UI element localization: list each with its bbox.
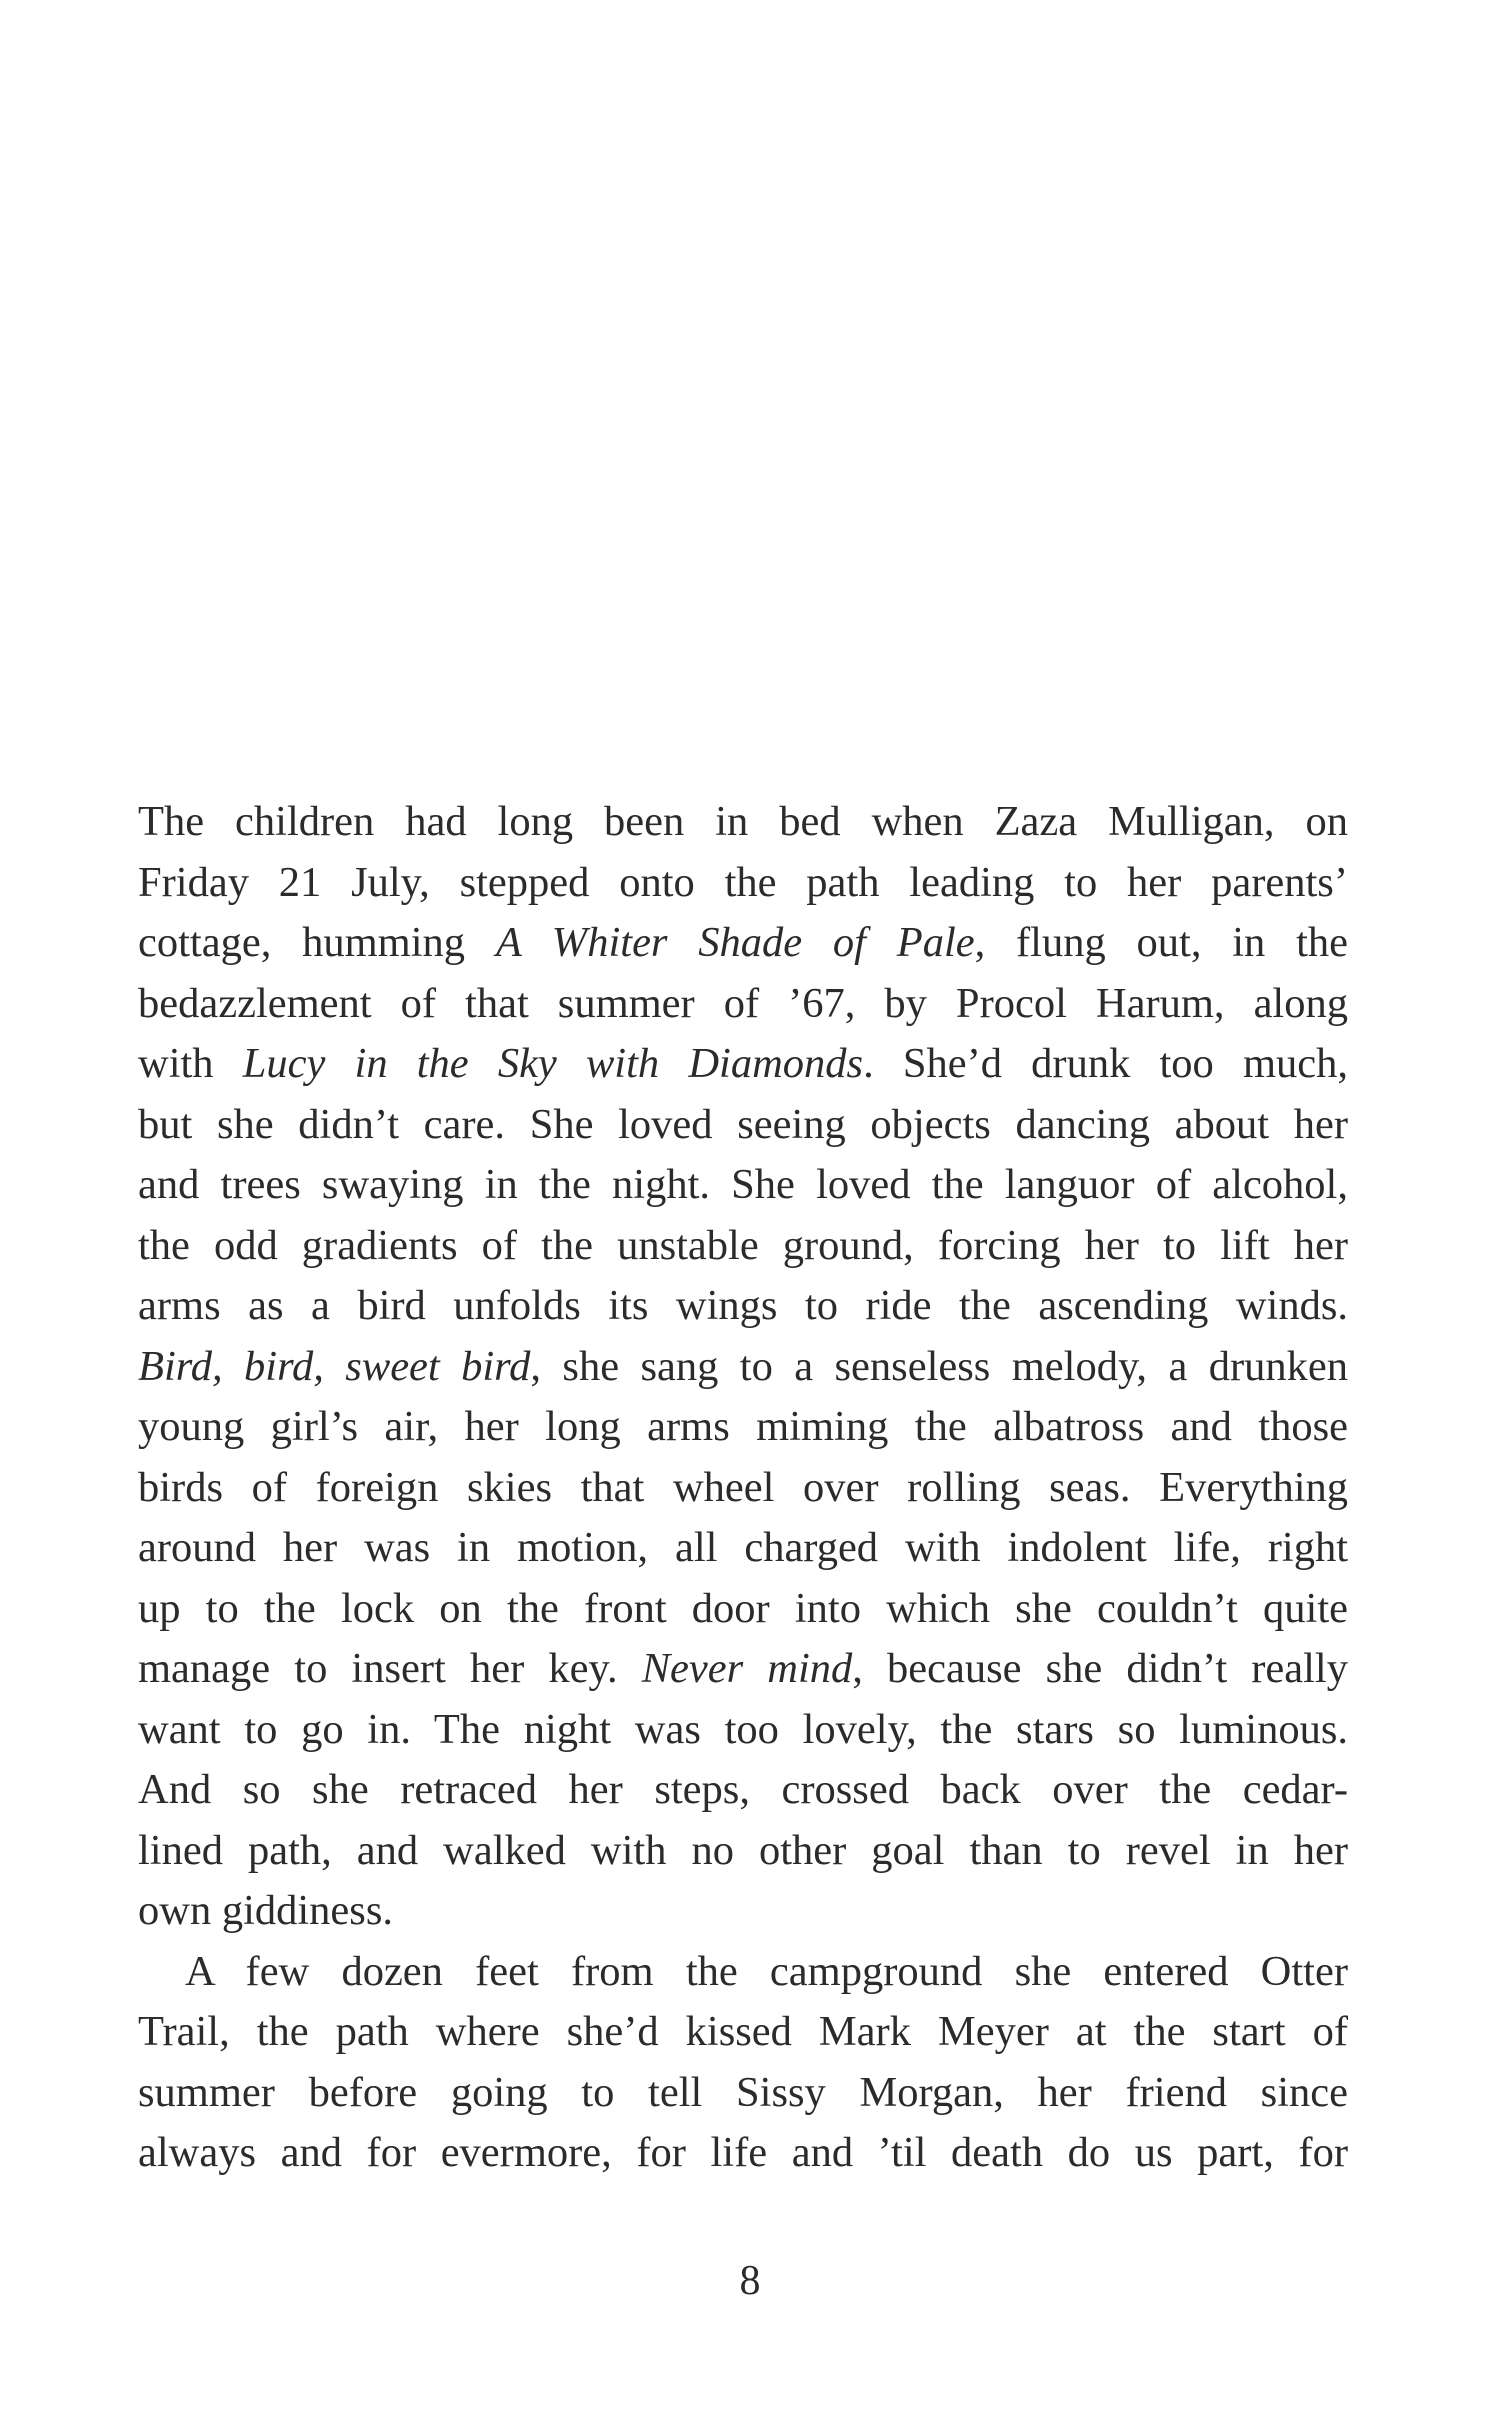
text-run: cottage, humming [138,919,496,966]
text-line [138,1095,1348,1156]
text-line [138,1518,1348,1579]
text-line [138,1337,1348,1398]
text-line [138,1760,1348,1821]
page-number: 8 [739,2258,761,2304]
text-run: summer before going to tell Sissy Morgan, her friend since [138,2068,1348,2116]
text-run: up to the lock on the front door into which she couldn’t quite [138,1584,1348,1632]
text-line [138,1639,1348,1700]
text-line [138,2123,1348,2184]
text-run: A few dozen feet from the campground she entered Otter [185,1947,1348,1995]
text-line [138,1942,1348,2003]
text-run: manage to insert her key. [138,1645,642,1692]
text-line [138,1458,1348,1519]
text-line [138,2002,1348,2063]
text-run: And so she retraced her steps, crossed back over the cedar- [138,1766,1348,1813]
text-run: lined path, and walked with no other goal than to revel in her [138,1826,1348,1874]
text-line [138,1034,1348,1095]
text-run: young girl’s air, her long arms miming the albatross and those [138,1403,1348,1450]
italic-title: A Whiter Shade of Pale [495,919,975,966]
text-run: , flung out, in the [974,919,1348,966]
italic-title: Lucy in the Sky with Diamonds [242,1040,864,1087]
text-run: Friday 21 July, stepped onto the path leading to her parents’ [138,858,1348,906]
text-line [138,913,1348,974]
text-line [138,1700,1348,1761]
text-run: want to go in. The night was too lovely, the stars so luminous. [138,1705,1348,1753]
text-run: bedazzlement of that summer of ’67, by Procol Harum, along [138,979,1348,1027]
italic-title: Never mind [641,1645,853,1692]
text-line [138,1579,1348,1640]
text-line [138,1155,1348,1216]
text-run: . She’d drunk too much, [863,1040,1348,1087]
text-run: but she didn’t care. She loved seeing objects dancing about her [138,1100,1348,1148]
text-line [138,974,1348,1035]
body-text [138,792,1348,2184]
text-run: always and for evermore, for life and ’til death do us part, for [138,2129,1348,2176]
text-run: Trail, the path where she’d kissed Mark Meyer at the start of [138,2008,1348,2055]
text-run: the odd gradients of the unstable ground, forcing her to lift her [138,1221,1348,1269]
text-line [138,853,1348,914]
text-line [138,1216,1348,1277]
text-line [138,1881,1348,1942]
text-run: with [138,1040,243,1087]
text-line [138,1821,1348,1882]
text-run: , she sang to a senseless melody, a drunken [530,1342,1348,1390]
text-run: birds of foreign skies that wheel over rolling seas. Everything [138,1463,1348,1511]
text-run: , because she didn’t really [852,1645,1348,1692]
text-line [138,1397,1348,1458]
text-run: own giddiness. [138,1887,393,1934]
text-run: around her was in motion, all charged with indolent life, right [138,1524,1348,1571]
text-line [138,2063,1348,2124]
text-run: and trees swaying in the night. She loved the languor of alcohol, [138,1161,1348,1208]
text-run: arms as a bird unfolds its wings to ride the ascending winds. [138,1282,1348,1329]
italic-title: Bird, bird, sweet bird [138,1342,531,1390]
text-run: The children had long been in bed when Zaza Mulligan, on [138,798,1348,845]
text-line [138,1276,1348,1337]
text-line [138,792,1348,853]
